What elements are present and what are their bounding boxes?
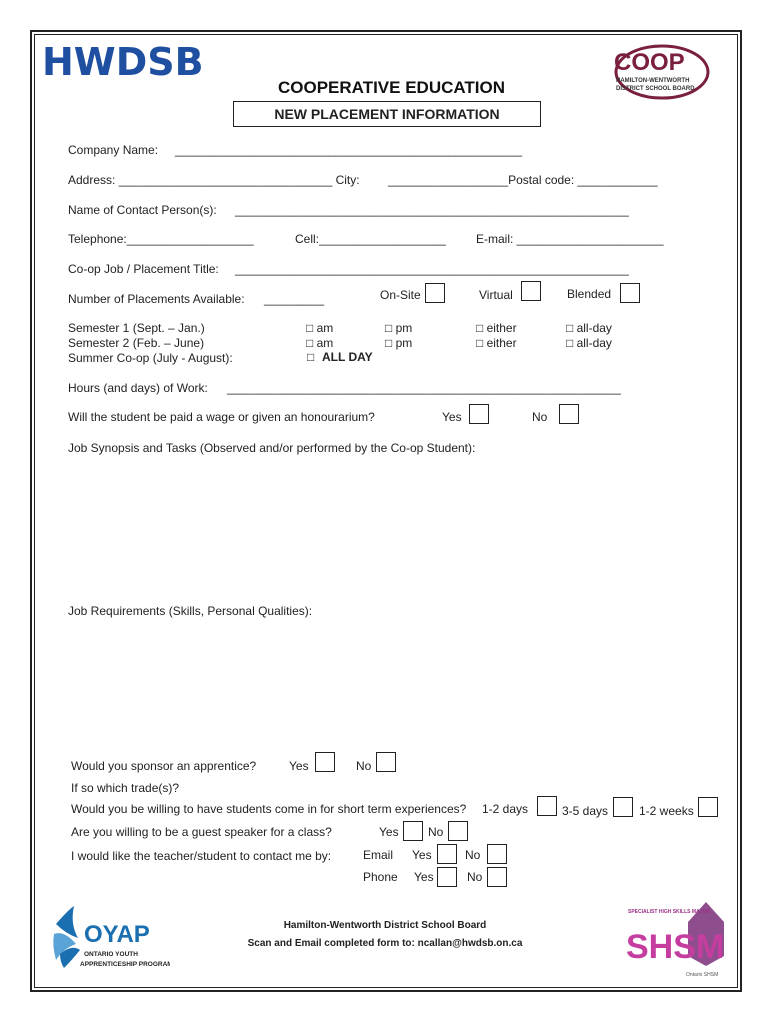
- shsm-logo-text: SHSM: [626, 928, 725, 966]
- speaker-question: Are you willing to be a guest speaker for a class?: [71, 825, 332, 839]
- wage-no-checkbox[interactable]: [559, 404, 579, 424]
- placements-field[interactable]: _________: [264, 292, 325, 306]
- coop-logo-graphic: [606, 44, 710, 100]
- virtual-label: Virtual: [479, 288, 513, 302]
- oyap-logo: [50, 904, 170, 974]
- contact-email-yes-label: Yes: [412, 848, 432, 862]
- short-term-opt1-label: 1-2 days: [482, 802, 529, 816]
- shsm-bottom-text: Ontario SHSM: [686, 972, 719, 978]
- sem2-am-option[interactable]: □ am: [306, 336, 334, 350]
- requirements-label: Job Requirements (Skills, Personal Qualities):: [68, 604, 313, 618]
- synopsis-label: Job Synopsis and Tasks (Observed and/or performed by the Co-op Student):: [68, 441, 476, 455]
- requirements-area[interactable]: [68, 622, 698, 742]
- placements-label: Number of Placements Available:: [68, 292, 245, 306]
- contact-email-label: Email: [363, 848, 394, 862]
- hours-label: Hours (and days) of Work:: [68, 381, 208, 395]
- sem1-am-option[interactable]: □ am: [306, 321, 334, 335]
- email-field[interactable]: E-mail: ______________________: [476, 232, 664, 246]
- short-term-opt2-checkbox[interactable]: [613, 797, 633, 817]
- coop-logo-text: COOP: [614, 49, 685, 76]
- contact-phone-no-checkbox[interactable]: [487, 867, 507, 887]
- footer-board-name: Hamilton-Wentworth District School Board: [283, 920, 487, 931]
- sem2-allday-option[interactable]: □ all-day: [566, 336, 612, 350]
- shsm-logo-graphic: [624, 900, 728, 980]
- semester-1-label: Semester 1 (Sept. – Jan.): [68, 321, 205, 335]
- job-title-field[interactable]: ___________________________________________________________: [235, 262, 629, 276]
- wage-yes-label: Yes: [442, 410, 462, 424]
- wage-question: Will the student be paid a wage or given an honourarium?: [68, 410, 375, 424]
- apprentice-question: Would you sponsor an apprentice?: [71, 759, 257, 773]
- wage-yes-checkbox[interactable]: [469, 404, 489, 424]
- hours-field[interactable]: ___________________________________________________________: [227, 381, 621, 395]
- speaker-yes-label: Yes: [379, 825, 399, 839]
- coop-logo: [606, 44, 710, 100]
- blended-label: Blended: [567, 287, 612, 301]
- shsm-top-text: SPECIALIST HIGH SKILLS MAJOR: [628, 909, 710, 915]
- sem2-either-option[interactable]: □ either: [476, 336, 517, 350]
- summer-label: Summer Co-op (July - August):: [68, 351, 233, 365]
- trades-question: If so which trade(s)?: [71, 781, 180, 795]
- contact-person-label: Name of Contact Person(s):: [68, 203, 217, 217]
- page-title: COOPERATIVE EDUCATION: [278, 78, 505, 97]
- oyap-logo-sub1: ONTARIO YOUTH: [84, 951, 138, 958]
- contact-email-no-label: No: [465, 848, 481, 862]
- contact-phone-yes-label: Yes: [414, 870, 434, 884]
- page-subtitle: NEW PLACEMENT INFORMATION: [233, 101, 541, 127]
- company-name-field[interactable]: ____________________________________________________: [175, 143, 523, 157]
- summer-allday-checkbox[interactable]: □: [307, 350, 315, 364]
- contact-phone-yes-checkbox[interactable]: [437, 867, 457, 887]
- synopsis-area[interactable]: [68, 460, 698, 596]
- summer-allday-label: ALL DAY: [322, 350, 373, 364]
- semester-2-label: Semester 2 (Feb. – June): [68, 336, 205, 350]
- short-term-question: Would you be willing to have students come in for short term experiences?: [71, 802, 467, 816]
- apprentice-no-checkbox[interactable]: [376, 752, 396, 772]
- job-title-label: Co-op Job / Placement Title:: [68, 262, 219, 276]
- contact-email-no-checkbox[interactable]: [487, 844, 507, 864]
- short-term-opt3-checkbox[interactable]: [698, 797, 718, 817]
- sem1-either-option[interactable]: □ either: [476, 321, 517, 335]
- telephone-field[interactable]: Telephone:___________________: [68, 232, 254, 246]
- cell-field[interactable]: Cell:___________________: [295, 232, 446, 246]
- address-label[interactable]: Address: ________________________________ City:: [68, 173, 360, 187]
- short-term-opt1-checkbox[interactable]: [537, 796, 557, 816]
- speaker-no-checkbox[interactable]: [448, 821, 468, 841]
- contact-email-yes-checkbox[interactable]: [437, 844, 457, 864]
- speaker-no-label: No: [428, 825, 444, 839]
- short-term-opt2-label: 3-5 days: [562, 804, 609, 818]
- oyap-logo-graphic: [50, 904, 170, 974]
- blended-checkbox[interactable]: [620, 283, 640, 303]
- contact-phone-label: Phone: [363, 870, 398, 884]
- footer-instruction: Scan and Email completed form to: ncallan@hwdsb.on.ca: [247, 938, 523, 949]
- company-name-label: Company Name:: [68, 143, 159, 157]
- apprentice-yes-checkbox[interactable]: [315, 752, 335, 772]
- contact-person-field[interactable]: ___________________________________________________________: [235, 203, 629, 217]
- city-postal-field[interactable]: __________________Postal code: ____________: [388, 173, 658, 187]
- oyap-logo-text: OYAP: [84, 921, 150, 948]
- onsite-label: On-Site: [380, 288, 421, 302]
- shsm-logo: [624, 900, 728, 980]
- apprentice-no-label: No: [356, 759, 372, 773]
- sem2-pm-option[interactable]: □ pm: [385, 336, 413, 350]
- virtual-checkbox[interactable]: [521, 281, 541, 301]
- apprentice-yes-label: Yes: [289, 759, 309, 773]
- hwdsb-logo: HWDSB: [42, 40, 204, 84]
- sem1-allday-option[interactable]: □ all-day: [566, 321, 612, 335]
- coop-logo-sub1: HAMILTON-WENTWORTH: [616, 78, 690, 84]
- speaker-yes-checkbox[interactable]: [403, 821, 423, 841]
- wage-no-label: No: [532, 410, 548, 424]
- coop-logo-sub2: DISTRICT SCHOOL BOARD: [616, 86, 695, 92]
- sem1-pm-option[interactable]: □ pm: [385, 321, 413, 335]
- onsite-checkbox[interactable]: [425, 283, 445, 303]
- contact-phone-no-label: No: [467, 870, 483, 884]
- short-term-opt3-label: 1-2 weeks: [639, 804, 694, 818]
- oyap-logo-sub2: APPRENTICESHIP PROGRAM: [80, 961, 170, 968]
- contact-me-question: I would like the teacher/student to contact me by:: [71, 849, 332, 863]
